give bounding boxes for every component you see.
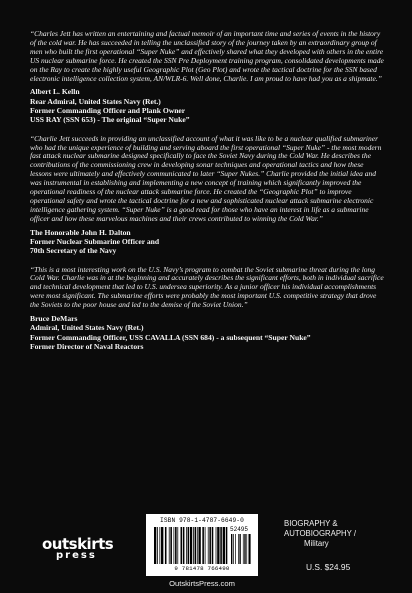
category-line: AUTOBIOGRAPHY / [284,529,357,538]
barcode-bar [177,527,178,564]
barcode-bar [157,527,158,564]
isbn-barcode [146,514,258,576]
attribution-title: Rear Admiral, United States Navy (Ret.) [30,96,161,106]
barcode-bar [175,527,177,564]
book-category [284,519,394,549]
reviews-section [30,30,384,361]
attribution-title: USS RAY (SSN 653) - The original “Super Nuke” [30,115,190,125]
barcode-bar [186,527,187,564]
barcode-addon-bar [246,534,247,564]
barcode-bars-icon [152,525,252,565]
barcode-bar [220,527,222,564]
review-quote-kelln: “Charles Jett has written an entertaining and factual memoir of an important time and series of events in the history of the cold war. He has succeeded in telling the unclassified story of the journey taken by an extraordinary group of men who built the first operational “Super Nuke” and effectively shared what they developed with others in the entire US nuclear submarine force. He created the SSN Pre Deployment training program, consolidated developments made on the Ray to create the highly useful Geographic Plot (Geo Plot) and wrote the tactical doctrine for the SSN based electronic intelligence collection system, AN/WLR-6. Well done, Charlie. I am proud to have had you as a shipmate.” [30,29,384,83]
barcode-bar [205,527,206,564]
barcode-bar [161,527,163,564]
barcode-bar [216,527,217,564]
barcode-bar [170,527,172,564]
review-quote-demars: “This is a most interesting work on the U.S. Navy’s program to combat the Soviet submarine threat during the long Cold War. Charlie was in at the beginning and accurately describes the significant efforts, both in individual sacrifice and technical development that led to U.S. undersea superiority. As a junior officer his individual accomplishments were most significant. The submarine efforts were probably the most important U.S. competitive strategy that drove the Soviets to the poor house and led to the demise of the Soviet Union.” [30,264,384,310]
barcode-bar [212,527,214,564]
barcode-bar [169,527,170,564]
attribution-name: Bruce DeMars [30,314,78,324]
barcode-addon-bar [243,534,244,564]
barcode-bar [197,527,198,564]
attribution-title: Admiral, United States Navy (Ret.) [30,323,144,333]
attribution-name: Albert L. Kelln [30,87,80,97]
review-attribution-demars [30,314,384,351]
barcode-addon-bar [233,534,234,564]
barcode-bar [198,527,200,564]
barcode-addon-bar [244,534,245,564]
category-line: Military [304,539,329,548]
barcode-addon-bar [239,534,240,564]
barcode-bar [217,527,219,564]
barcode-bar [193,527,194,564]
barcode-bar [183,527,185,564]
category-line: BIOGRAPHY & [284,519,338,528]
attribution-title: Former Director of Naval Reactors [30,342,144,351]
barcode-bar [195,527,197,564]
barcode-bar [223,527,225,564]
attribution-title: Former Commanding Officer, USS CAVALLA (SSN 684) - a subsequent “Super Nuke” [30,332,311,342]
barcode-bar [202,527,204,564]
barcode-addon-bar [238,534,239,564]
barcode-addon-bar [231,534,232,564]
logo-text-outskirts: outskirts [42,535,114,553]
barcode-bar [154,527,156,564]
review-quote-dalton: “Charlie Jett succeeds in providing an unclassified account of what it was like to be a nuclear qualified submariner who had the unique experience of building and serving aboard the first operational “Super Nuke” - the most modern fast attack nuclear submarine designed specifically to face the Soviet Navy during the Cold War. He describes the contributions of the commissioning crew in developing sonar techniques and operational tactics and how these lessons were ultimately and effectively communicated to later “Super Nukes.” Charlie provided the initial idea and was instrumental in establishing and implementing a new concept of training which significantly improved the operational readiness of the nuclear attack submarine force. He created the “Geographic Plot” to improve operational safety and wrote the tactical doctrine for a new and sophisticated nuclear attack submarine electronic intelligence gathering system. “Super Nuke” is a good read for those who have an interest in life as a submarine officer and how these marvelous machines and their crews contributed to winning the Cold War.” [30,133,382,223]
review-attribution-kelln [30,87,384,124]
barcode-bar [209,527,211,564]
publisher-website: OutskirtsPress.com [169,579,235,588]
review-attribution-dalton [30,228,384,256]
barcode-bar [159,527,160,564]
barcode-addon-bar [249,534,251,564]
barcode-bar [208,527,209,564]
barcode-bar [181,527,183,564]
barcode-bar [188,527,190,564]
attribution-title: Former Nuclear Submarine Officer and [30,236,160,246]
barcode-bar [226,527,228,564]
barcode-digits: 9 781478 766490 [174,565,230,572]
barcode-bar [174,527,175,564]
publisher-logo [42,537,122,561]
isbn-text: ISBN 978-1-4787-6649-0 [160,517,244,524]
attribution-title: 70th Secretary of the Navy [30,246,117,256]
barcode-addon-bar [235,534,236,564]
logo-text-press: press [56,550,97,561]
attribution-title: Former Commanding Officer and Plank Owner [30,106,186,116]
book-price: U.S. $24.95 [306,562,351,572]
barcode-price-code: 52495 [230,526,249,533]
barcode-bar [190,527,192,564]
barcode-bar [165,527,167,564]
attribution-name: The Honorable John H. Dalton [30,227,131,237]
